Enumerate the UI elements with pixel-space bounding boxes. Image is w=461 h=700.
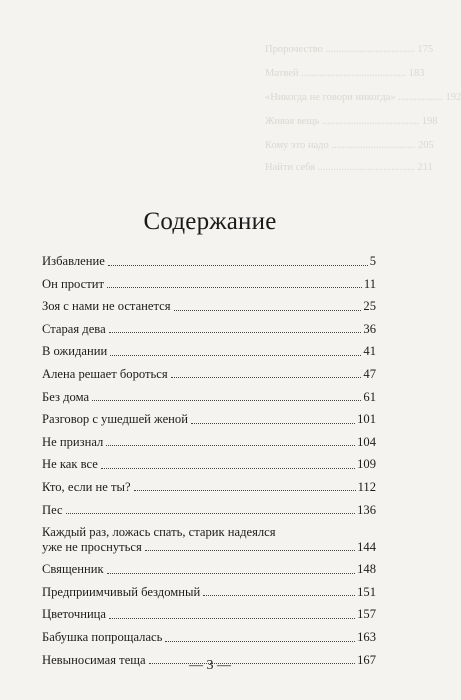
dot-leader bbox=[107, 287, 362, 288]
toc-entry-title: Разговор с ушедшей женой bbox=[42, 412, 188, 427]
toc-entry-title: Каждый раз, ложась спать, старик надеялся bbox=[42, 525, 276, 540]
dot-leader bbox=[66, 513, 356, 514]
toc-entry-page: 61 bbox=[363, 389, 376, 404]
bleed-line: Живая вещь ..................................... 198 bbox=[265, 116, 438, 127]
toc-entry-title: Он простит bbox=[42, 276, 104, 291]
bleed-through-text bbox=[255, 0, 461, 210]
toc-entry[interactable] bbox=[42, 630, 376, 645]
toc-entry-title: Не признал bbox=[42, 434, 104, 449]
toc-entry[interactable] bbox=[42, 607, 376, 622]
toc-entry[interactable] bbox=[42, 562, 376, 577]
table-of-contents bbox=[42, 254, 376, 675]
dot-leader bbox=[171, 377, 362, 378]
toc-entry[interactable] bbox=[42, 457, 376, 472]
dot-leader bbox=[191, 423, 355, 424]
toc-entry-page: 5 bbox=[369, 254, 376, 268]
bleed-line: Пророчество .................................. 175 bbox=[265, 44, 434, 55]
toc-entry-page: 104 bbox=[357, 434, 376, 449]
dot-leader bbox=[101, 468, 355, 469]
toc-entry-page: 47 bbox=[363, 366, 376, 381]
toc-entry[interactable] bbox=[42, 525, 376, 554]
toc-entry-page: 144 bbox=[357, 539, 376, 554]
toc-entry-title: Без дома bbox=[42, 389, 90, 404]
page-title: Содержание bbox=[143, 208, 277, 235]
toc-entry-page: 157 bbox=[357, 607, 376, 622]
toc-entry-title: Бабушка попрощалась bbox=[42, 630, 163, 644]
toc-entry-title: Кто, если не ты? bbox=[42, 479, 131, 494]
dot-leader bbox=[145, 550, 355, 551]
toc-entry-page: 11 bbox=[363, 276, 376, 291]
toc-entry-page: 112 bbox=[357, 479, 376, 494]
toc-entry-title: Зоя с нами не останется bbox=[42, 299, 171, 314]
toc-entry-page: 163 bbox=[357, 630, 376, 644]
page-number: — 3 — bbox=[189, 658, 231, 673]
toc-entry[interactable] bbox=[42, 322, 376, 337]
bleed-line: Найти себя ..................................... 211 bbox=[265, 162, 433, 173]
toc-entry[interactable] bbox=[42, 412, 376, 427]
bleed-line: Матвей ........................................ 183 bbox=[265, 68, 425, 79]
toc-entry-page: 148 bbox=[357, 562, 376, 577]
toc-entry[interactable] bbox=[42, 344, 376, 359]
dot-leader bbox=[109, 618, 355, 619]
dot-leader bbox=[110, 355, 361, 356]
dot-leader bbox=[203, 595, 355, 596]
bleed-line: Кому это надо ................................ 205 bbox=[265, 140, 434, 151]
toc-entry-page: 25 bbox=[363, 299, 376, 314]
toc-entry-title: Невыносимая теща bbox=[42, 652, 146, 667]
toc-entry[interactable] bbox=[42, 299, 376, 314]
toc-entry[interactable] bbox=[42, 503, 376, 518]
dot-leader bbox=[92, 400, 361, 401]
toc-entry[interactable] bbox=[42, 390, 376, 405]
toc-entry-title-continuation: уже не проснуться bbox=[42, 539, 142, 554]
toc-entry-page: 101 bbox=[357, 412, 376, 427]
dot-leader bbox=[108, 265, 368, 266]
dot-leader bbox=[174, 310, 362, 311]
toc-entry-page: 151 bbox=[357, 584, 376, 599]
toc-entry-page: 167 bbox=[357, 652, 376, 667]
toc-entry-title: Пес bbox=[42, 502, 63, 517]
dot-leader bbox=[107, 573, 356, 574]
toc-entry[interactable] bbox=[42, 480, 376, 495]
toc-entry[interactable] bbox=[42, 277, 376, 292]
toc-entry-title: Цветочница bbox=[42, 607, 107, 622]
toc-entry-title: Не как все bbox=[42, 457, 98, 472]
bleed-line: «Никогда не говори никогда» ................. 192 bbox=[265, 92, 461, 103]
toc-entry-title: Избавление bbox=[42, 254, 105, 268]
toc-entry-title: Старая дева bbox=[42, 321, 106, 336]
dot-leader bbox=[134, 490, 356, 491]
toc-entry[interactable] bbox=[42, 367, 376, 382]
toc-entry-page: 136 bbox=[357, 502, 376, 517]
dot-leader bbox=[106, 445, 355, 446]
dot-leader bbox=[109, 332, 362, 333]
toc-entry-title: Предприимчивый бездомный bbox=[42, 584, 201, 599]
toc-entry-page: 36 bbox=[363, 321, 376, 336]
toc-entry[interactable] bbox=[42, 435, 376, 450]
toc-entry-page: 109 bbox=[357, 457, 376, 472]
toc-entry-title: Алена решает бороться bbox=[42, 366, 168, 381]
toc-entry-title: Священник bbox=[42, 562, 104, 577]
toc-entry-page: 41 bbox=[363, 344, 376, 359]
toc-entry[interactable] bbox=[42, 585, 376, 600]
dot-leader bbox=[165, 641, 355, 642]
toc-entry[interactable] bbox=[42, 254, 376, 269]
toc-entry-title: В ожидании bbox=[42, 344, 108, 359]
